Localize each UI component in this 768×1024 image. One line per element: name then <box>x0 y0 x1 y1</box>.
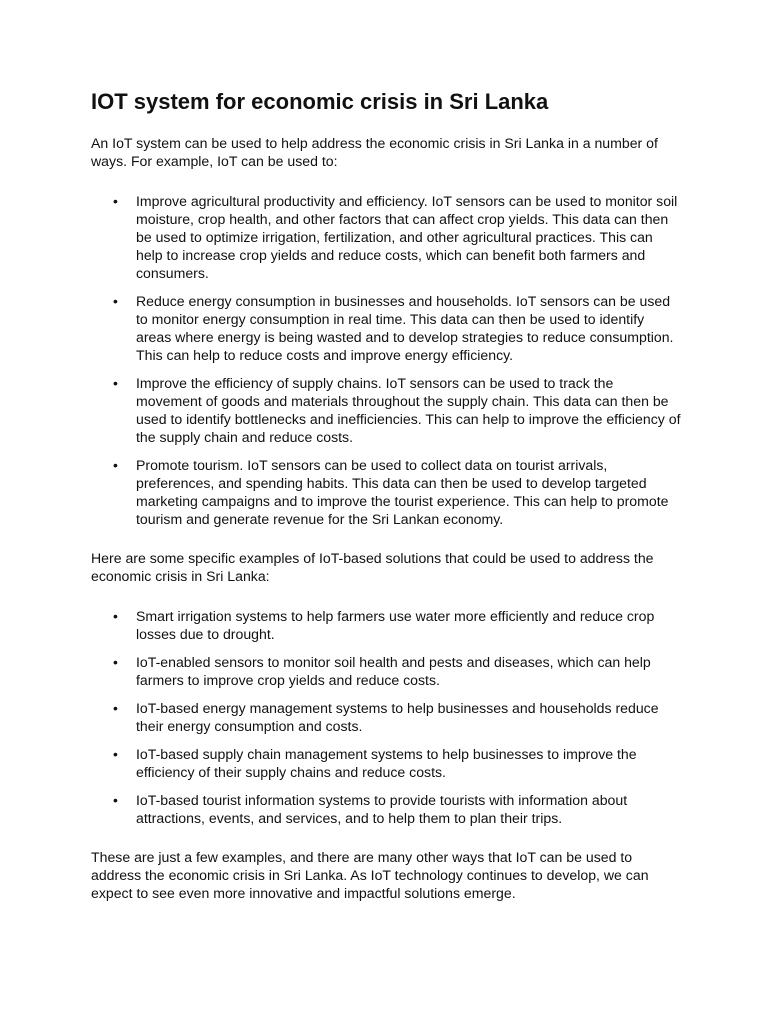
intro-paragraph: An IoT system can be used to help address the economic crisis in Sri Lanka in a number of ways. For example, IoT can be used to: <box>91 135 658 169</box>
bullet-icon: • <box>113 457 118 473</box>
examples-list <box>91 607 681 827</box>
list-item-text: Improve agricultural productivity and efficiency. IoT sensors can be used to monitor soil moisture, crop health, and other factors that can affect crop yields. This data can then be used to optimize irrigation, fertilization, and other agricultural practices. This can help to increase crop yields and reduce costs, which can benefit both farmers and consumers. <box>136 193 678 281</box>
examples-intro-paragraph: Here are some specific examples of IoT-based solutions that could be used to address the economic crisis in Sri Lanka: <box>91 550 654 584</box>
list-item-text: IoT-based energy management systems to help businesses and households reduce their energy consumption and costs. <box>136 700 659 734</box>
list-item-text: IoT-based supply chain management systems to help businesses to improve the efficiency of their supply chains and reduce costs. <box>136 746 637 780</box>
document-title: IOT system for economic crisis in Sri Lanka <box>91 89 549 114</box>
uses-list <box>91 192 681 528</box>
bullet-icon: • <box>113 700 118 716</box>
list-item-text: Smart irrigation systems to help farmers use water more efficiently and reduce crop losses due to drought. <box>136 608 655 642</box>
list-item <box>91 192 681 282</box>
bullet-icon: • <box>113 293 118 309</box>
list-item-text: Reduce energy consumption in businesses and households. IoT sensors can be used to monitor energy consumption in real time. This data can then be used to identify areas where energy is being wasted and to develop strategies to reduce consumption. This can help to reduce costs and improve energy efficiency. <box>136 293 674 363</box>
document-page <box>91 88 681 902</box>
list-item <box>91 292 681 364</box>
list-item-text: Improve the efficiency of supply chains. IoT sensors can be used to track the movement of goods and materials throughout the supply chain. This data can then be used to identify bottlenecks and inefficiencies. This can help to improve the efficiency of the supply chain and reduce costs. <box>136 375 681 445</box>
list-item <box>91 456 681 528</box>
list-item <box>91 374 681 446</box>
bullet-icon: • <box>113 746 118 762</box>
bullet-icon: • <box>113 608 118 624</box>
list-item <box>91 699 681 735</box>
bullet-icon: • <box>113 193 118 209</box>
bullet-icon: • <box>113 792 118 808</box>
list-item <box>91 607 681 643</box>
bullet-icon: • <box>113 654 118 670</box>
list-item-text: IoT-enabled sensors to monitor soil health and pests and diseases, which can help farmers to improve crop yields and reduce costs. <box>136 654 651 688</box>
conclusion-paragraph: These are just a few examples, and there are many other ways that IoT can be used to address the economic crisis in Sri Lanka. As IoT technology continues to develop, we can expect to see even more innovative and impactful solutions emerge. <box>91 849 649 901</box>
list-item <box>91 791 681 827</box>
list-item-text: Promote tourism. IoT sensors can be used to collect data on tourist arrivals, preferences, and spending habits. This data can then be used to develop targeted marketing campaigns and to improve the tourist experience. This can help to promote tourism and generate revenue for the Sri Lankan economy. <box>136 457 669 527</box>
list-item <box>91 653 681 689</box>
list-item-text: IoT-based tourist information systems to provide tourists with information about attractions, events, and services, and to help them to plan their trips. <box>136 792 628 826</box>
bullet-icon: • <box>113 375 118 391</box>
list-item <box>91 745 681 781</box>
